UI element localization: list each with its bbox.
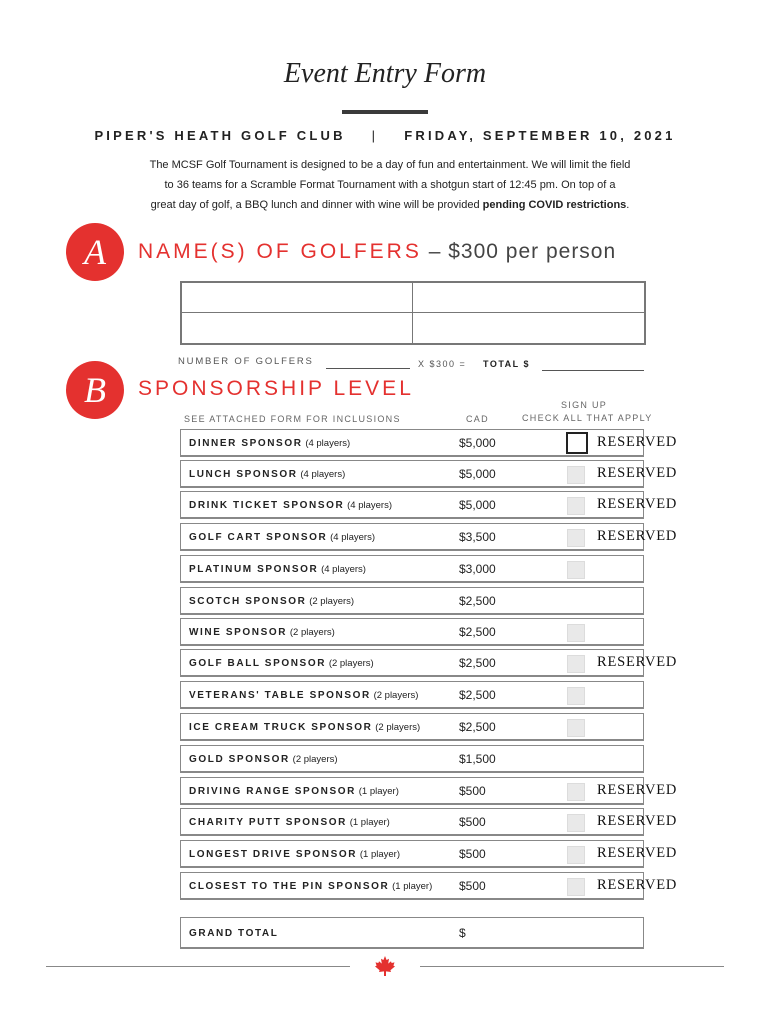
sponsorship-row: [180, 491, 678, 519]
sponsorship-row: [180, 777, 678, 805]
sponsor-players: (4 players): [321, 564, 366, 575]
sponsorship-row: [180, 460, 678, 488]
sponsor-name-cell: [189, 627, 335, 638]
sponsor-name: WINE SPONSOR: [189, 627, 288, 638]
section-a-badge: A: [66, 223, 124, 281]
form-title: Event Entry Form: [283, 58, 487, 89]
sponsor-name: GOLD SPONSOR: [189, 754, 290, 765]
section-a-dash: –: [421, 240, 449, 263]
sponsor-checkbox[interactable]: [567, 687, 585, 705]
sponsorship-row: [180, 618, 644, 646]
golfer-name-field-1[interactable]: [181, 282, 413, 313]
golfers-count-row: [178, 356, 648, 374]
sponsor-players: (2 players): [375, 722, 421, 733]
sponsor-name-cell: [189, 438, 350, 449]
intro-line-1: The MCSF Golf Tournament is designed to be a day of fun and entertainment. We will limit the field: [149, 159, 631, 171]
sponsor-checkbox[interactable]: [567, 814, 585, 832]
cad-column-label: CAD: [466, 414, 489, 424]
sponsor-players: (4 players): [330, 532, 375, 543]
sponsor-checkbox[interactable]: [567, 655, 585, 673]
reserved-label: RESERVED: [597, 465, 678, 481]
sponsor-checkbox[interactable]: [566, 432, 588, 454]
golfer-name-field-4[interactable]: [412, 312, 645, 344]
sponsor-name: LUNCH SPONSOR: [189, 469, 298, 480]
sponsorship-row: [180, 649, 678, 677]
sponsor-players: (2 players): [373, 690, 419, 701]
sponsorship-row: [180, 555, 644, 583]
sponsor-name-cell: [189, 849, 400, 860]
section-a-title: NAME(S) OF GOLFERS: [138, 240, 422, 263]
total-label: TOTAL $: [483, 359, 531, 369]
sponsor-name: DRIVING RANGE SPONSOR: [189, 786, 356, 797]
sponsor-checkbox[interactable]: [567, 719, 585, 737]
check-all-label: CHECK ALL THAT APPLY: [522, 413, 653, 423]
sponsor-name-cell: [189, 532, 375, 543]
number-of-golfers-field[interactable]: [326, 356, 410, 369]
info-separator: |: [371, 128, 379, 143]
sponsor-amount: $2,500: [459, 625, 496, 639]
sponsor-checkbox[interactable]: [567, 466, 585, 484]
golfer-name-field-2[interactable]: [412, 282, 645, 313]
grand-total-label: GRAND TOTAL: [189, 928, 279, 939]
intro-bold: pending COVID restrictions: [482, 199, 627, 211]
sponsor-name-cell: [189, 596, 354, 607]
sponsor-name: SCOTCH SPONSOR: [189, 596, 307, 607]
reserved-label: RESERVED: [597, 845, 678, 861]
sponsorship-row: [180, 745, 644, 773]
sponsor-amount: $5,000: [459, 498, 496, 512]
reserved-label: RESERVED: [597, 434, 678, 450]
sponsor-players: (2 players): [328, 658, 374, 669]
total-field[interactable]: [542, 358, 644, 371]
reserved-label: RESERVED: [597, 877, 678, 893]
reserved-label: RESERVED: [597, 782, 678, 798]
sponsor-name-cell: [189, 786, 399, 797]
section-b-badge: B: [66, 361, 124, 419]
sponsorship-row: [180, 587, 644, 615]
sponsor-players: (1 player): [349, 817, 390, 828]
sponsor-name: GOLF CART SPONSOR: [189, 532, 328, 543]
sponsor-amount: $500: [459, 879, 486, 893]
grand-total-row: [180, 917, 644, 949]
event-info-line: [0, 128, 770, 143]
sponsor-players: (4 players): [305, 438, 351, 449]
sponsorship-row: [180, 713, 644, 741]
reserved-label: RESERVED: [597, 813, 678, 829]
sponsorship-row: [180, 429, 678, 457]
sponsor-amount: $2,500: [459, 594, 496, 608]
sponsor-name: GOLF BALL SPONSOR: [189, 658, 327, 669]
sponsor-checkbox[interactable]: [567, 624, 585, 642]
multiplier-label: X $300 =: [418, 359, 467, 369]
sponsor-name-cell: [189, 564, 366, 575]
sponsorship-row: [180, 808, 678, 836]
golfer-name-field-3[interactable]: [181, 312, 413, 344]
sponsor-players: (2 players): [289, 627, 335, 638]
see-attached-label: SEE ATTACHED FORM FOR INCLUSIONS: [184, 414, 401, 424]
sponsor-name: DRINK TICKET SPONSOR: [189, 500, 345, 511]
sponsor-name: CLOSEST TO THE PIN SPONSOR: [189, 881, 390, 892]
sponsor-players: (4 players): [347, 500, 392, 511]
intro-line-2: to 36 teams for a Scramble Format Tournament with a shotgun start of 12:45 pm. On top of a: [164, 179, 616, 191]
sponsorship-row: [180, 840, 678, 868]
intro-line-3: great day of golf, a BBQ lunch and dinner with wine will be provided: [150, 199, 483, 211]
sponsor-amount: $3,500: [459, 530, 496, 544]
section-b-title: SPONSORSHIP LEVEL: [138, 377, 414, 400]
reserved-label: RESERVED: [597, 496, 678, 512]
sponsor-name: VETERANS' TABLE SPONSOR: [189, 690, 371, 701]
intro-end: .: [626, 199, 630, 211]
sponsor-amount: $3,000: [459, 562, 496, 576]
sponsor-name: LONGEST DRIVE SPONSOR: [189, 849, 358, 860]
sponsor-name: ICE CREAM TRUCK SPONSOR: [189, 722, 373, 733]
sponsor-amount: $5,000: [459, 467, 496, 481]
intro-paragraph: [120, 155, 660, 215]
sponsor-players: (1 player): [358, 786, 399, 797]
section-a-price: $300 per person: [448, 240, 617, 263]
sponsor-name-cell: [189, 658, 374, 669]
sponsor-amount: $2,500: [459, 688, 496, 702]
club-name: PIPER'S HEATH GOLF CLUB: [94, 128, 346, 143]
golfer-names-grid: [180, 281, 646, 345]
sponsor-players: (1 player): [359, 849, 400, 860]
footer-rule-right: [420, 966, 724, 967]
maple-leaf-icon: [374, 955, 396, 982]
sponsor-amount: $500: [459, 784, 486, 798]
sponsor-name-cell: [189, 500, 392, 511]
footer-rule-left: [46, 966, 350, 967]
sponsorship-row: [180, 872, 678, 900]
sponsor-amount: $2,500: [459, 720, 496, 734]
sponsor-players: (2 players): [292, 754, 338, 765]
grand-total-currency[interactable]: $: [459, 926, 466, 940]
sponsor-checkbox[interactable]: [567, 846, 585, 864]
sponsor-name-cell: [189, 817, 390, 828]
section-a-heading: [138, 240, 616, 264]
sponsor-players: (1 player): [392, 881, 433, 892]
reserved-label: RESERVED: [597, 528, 678, 544]
sponsor-players: (4 players): [300, 469, 346, 480]
sponsor-amount: $1,500: [459, 752, 496, 766]
event-date: FRIDAY, SEPTEMBER 10, 2021: [404, 128, 676, 143]
sponsor-players: (2 players): [309, 596, 355, 607]
sponsor-checkbox[interactable]: [567, 783, 585, 801]
sponsor-name-cell: [189, 881, 432, 892]
sponsor-checkbox[interactable]: [567, 497, 585, 515]
title-divider: [342, 110, 428, 114]
sponsorship-row: [180, 681, 644, 709]
sponsorship-row: [180, 523, 678, 551]
reserved-label: RESERVED: [597, 654, 678, 670]
sponsor-checkbox[interactable]: [567, 529, 585, 547]
sponsor-checkbox[interactable]: [567, 878, 585, 896]
sponsor-amount: $500: [459, 815, 486, 829]
sponsor-name: PLATINUM SPONSOR: [189, 564, 319, 575]
sponsor-name-cell: [189, 754, 338, 765]
sponsor-name-cell: [189, 722, 420, 733]
sponsor-checkbox[interactable]: [567, 561, 585, 579]
sponsor-name-cell: [189, 690, 418, 701]
sponsor-name: DINNER SPONSOR: [189, 438, 303, 449]
sponsor-amount: $5,000: [459, 436, 496, 450]
sponsor-name: CHARITY PUTT SPONSOR: [189, 817, 347, 828]
number-of-golfers-label: NUMBER OF GOLFERS: [178, 356, 314, 367]
sponsor-name-cell: [189, 469, 345, 480]
sponsor-amount: $2,500: [459, 656, 496, 670]
sponsor-amount: $500: [459, 847, 486, 861]
sign-up-label: SIGN UP: [561, 400, 608, 410]
